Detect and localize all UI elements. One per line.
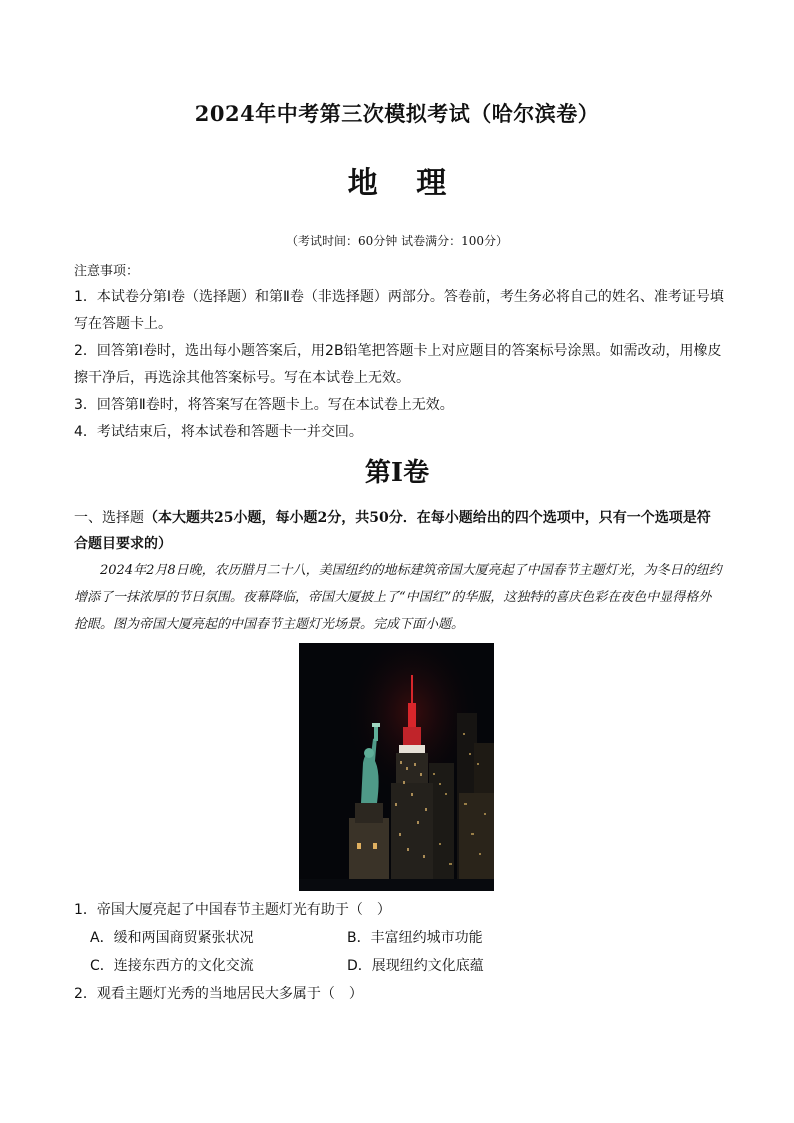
section-heading xyxy=(74,505,724,557)
question-1-option-c[interactable]: C．连接东西方的文化交流 xyxy=(90,958,254,974)
section-prefix: 一、选择题 xyxy=(74,510,144,526)
question-2-stem: 2．观看主题灯光秀的当地居民大多属于（ ） xyxy=(74,986,363,1002)
exam-info: （考试时间：60分钟 试卷满分：100分） xyxy=(286,234,508,248)
question-1-stem: 1．帝国大厦亮起了中国春节主题灯光有助于（ ） xyxy=(74,902,391,918)
empire-state-building-photo xyxy=(299,643,494,891)
exam-title: 2024年中考第三次模拟考试（哈尔滨卷） xyxy=(194,101,600,126)
question-1-option-a[interactable]: A．缓和两国商贸紧张状况 xyxy=(90,930,254,946)
reading-passage: 2024年2月8日晚，农历腊月二十八，美国纽约的地标建筑帝国大厦亮起了中国春节主题灯光，为冬日的纽约增添了一抹浓厚的节日氛围。夜幕降临，帝国大厦披上了“中国红”的华服，这独特的喜庆色彩在夜色中显得格外抢眼。图为帝国大厦亮起的中国春节主题灯光场景。完成下面小题。 xyxy=(74,563,722,632)
question-1-option-d[interactable]: D．展现纽约文化底蕴 xyxy=(347,958,484,974)
note-item: 4．考试结束后，将本试卷和答题卡一并交回。 xyxy=(74,424,363,440)
section-instructions: （本大题共25小题，每小题2分，共50分．在每小题给出的四个选项中，只有一个选项是符合题目要求的） xyxy=(74,510,711,552)
night-skyline-illustration xyxy=(299,643,494,891)
question-1-option-b[interactable]: B．丰富纽约城市功能 xyxy=(347,930,483,946)
note-item: 3．回答第Ⅱ卷时，将答案写在答题卡上。写在本试卷上无效。 xyxy=(74,397,454,413)
notes-heading: 注意事项： xyxy=(74,264,140,279)
note-item: 1．本试卷分第Ⅰ卷（选择题）和第Ⅱ卷（非选择题）两部分。答卷前，考生务必将自己的姓名、准考证号填写在答题卡上。 xyxy=(74,289,724,332)
subject-title: 地 理 xyxy=(347,166,447,201)
note-item: 2．回答第Ⅰ卷时，选出每小题答案后，用2B铅笔把答题卡上对应题目的答案标号涂黑。如需改动，用橡皮擦干净后，再选涂其他答案标号。写在本试卷上无效。 xyxy=(74,343,722,386)
volume-title: 第Ⅰ卷 xyxy=(364,458,430,488)
